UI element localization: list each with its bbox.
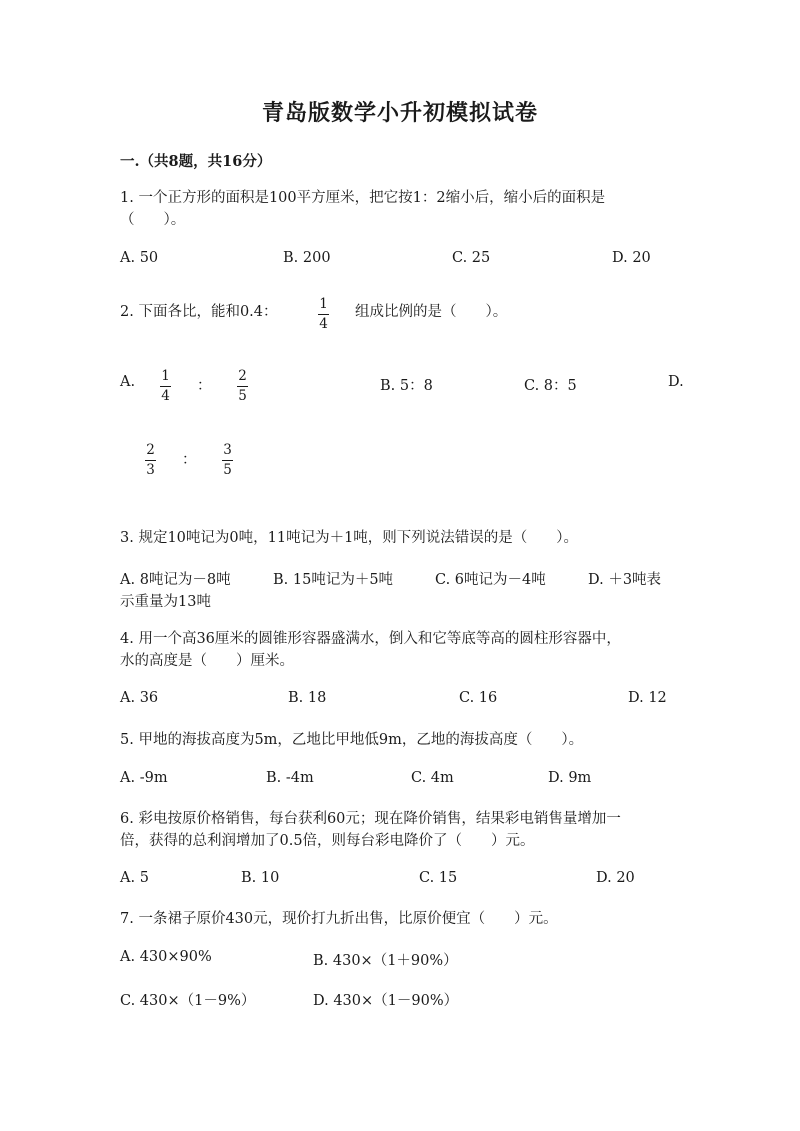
question-3-option-a: A. 8吨记为－8吨 — [120, 572, 231, 588]
question-2-option-d-colon: ： — [182, 452, 197, 468]
question-5-option-d: D. 9m — [548, 770, 592, 786]
question-1-option-a: A. 50 — [120, 250, 159, 266]
fraction-numerator: 1 — [319, 296, 328, 312]
question-6-option-a: A. 5 — [120, 870, 149, 886]
question-2-option-a-fraction-2 — [237, 369, 248, 404]
fraction-denominator: 5 — [238, 388, 247, 404]
question-4-option-c: C. 16 — [459, 690, 498, 706]
question-2-option-a-colon: ： — [197, 378, 212, 394]
question-6-option-b: B. 10 — [241, 870, 280, 886]
fraction-bar — [237, 386, 248, 387]
question-3-option-d-continued: 示重量为13吨 — [120, 594, 211, 610]
section-heading: 一.（共8题，共16分） — [120, 153, 272, 170]
fraction-denominator: 4 — [161, 388, 170, 404]
question-6-option-c: C. 15 — [419, 870, 458, 886]
question-2-stem-suffix: 组成比例的是（ ）。 — [355, 304, 508, 320]
question-3-option-c: C. 6吨记为－4吨 — [435, 572, 546, 588]
question-7-option-b: B. 430×（1＋90%） — [313, 953, 458, 969]
fraction-numerator: 2 — [146, 442, 155, 458]
question-4-option-d: D. 12 — [628, 690, 667, 706]
page-title: 青岛版数学小升初模拟试卷 — [261, 100, 538, 126]
question-2-option-d-fraction-1 — [145, 443, 156, 478]
question-4-line-1: 4. 用一个高36厘米的圆锥形容器盛满水，倒入和它等底等高的圆柱形容器中， — [120, 631, 621, 647]
question-2-stem-fraction — [318, 297, 329, 332]
question-2-option-a-fraction-1 — [160, 369, 171, 404]
question-2-stem-prefix: 2. 下面各比，能和0.4： — [120, 304, 278, 320]
question-3-stem: 3. 规定10吨记为0吨，11吨记为＋1吨，则下列说法错误的是（ ）。 — [120, 530, 579, 546]
question-1-line-2: （ ）。 — [120, 212, 186, 228]
question-7-option-a: A. 430×90% — [120, 949, 212, 965]
question-5-option-b: B. -4m — [266, 770, 314, 786]
question-1-option-d: D. 20 — [612, 250, 651, 266]
fraction-numerator: 3 — [223, 442, 232, 458]
fraction-denominator: 4 — [319, 316, 328, 332]
question-4-option-a: A. 36 — [120, 690, 159, 706]
fraction-bar — [222, 460, 233, 461]
question-1-option-c: C. 25 — [452, 250, 491, 266]
question-7-option-d: D. 430×（1－90%） — [313, 993, 459, 1009]
question-5-option-c: C. 4m — [411, 770, 454, 786]
fraction-bar — [145, 460, 156, 461]
question-3-option-d: D. ＋3吨表 — [588, 572, 662, 588]
question-6-line-1: 6. 彩电按原价格销售，每台获利60元；现在降价销售，结果彩电销售量增加一 — [120, 811, 621, 827]
question-6-line-2: 倍，获得的总利润增加了0.5倍，则每台彩电降价了（ ）元。 — [120, 833, 535, 849]
fraction-bar — [318, 314, 329, 315]
question-7-stem: 7. 一条裙子原价430元，现价打九折出售，比原价便宜（ ）元。 — [120, 911, 558, 927]
fraction-numerator: 2 — [238, 368, 247, 384]
fraction-bar — [160, 386, 171, 387]
question-6-option-d: D. 20 — [596, 870, 635, 886]
question-2-option-d-label: D. — [668, 374, 684, 390]
question-2-option-c: C. 8：5 — [524, 378, 577, 394]
question-5-option-a: A. -9m — [120, 770, 168, 786]
fraction-denominator: 5 — [223, 462, 232, 478]
fraction-denominator: 3 — [146, 462, 155, 478]
question-3-option-b: B. 15吨记为＋5吨 — [273, 572, 394, 588]
question-5-stem: 5. 甲地的海拔高度为5m，乙地比甲地低9m，乙地的海拔高度（ ）。 — [120, 732, 584, 748]
question-4-option-b: B. 18 — [288, 690, 327, 706]
question-7-option-c: C. 430×（1－9%） — [120, 993, 256, 1009]
question-2-option-b: B. 5：8 — [380, 378, 433, 394]
question-1-option-b: B. 200 — [283, 250, 331, 266]
question-2-option-d-fraction-2 — [222, 443, 233, 478]
question-2-option-a-label: A. — [120, 374, 136, 390]
question-4-line-2: 水的高度是（ ）厘米。 — [120, 653, 294, 669]
question-1-line-1: 1. 一个正方形的面积是100平方厘米，把它按1：2缩小后，缩小后的面积是 — [120, 190, 606, 206]
fraction-numerator: 1 — [161, 368, 170, 384]
